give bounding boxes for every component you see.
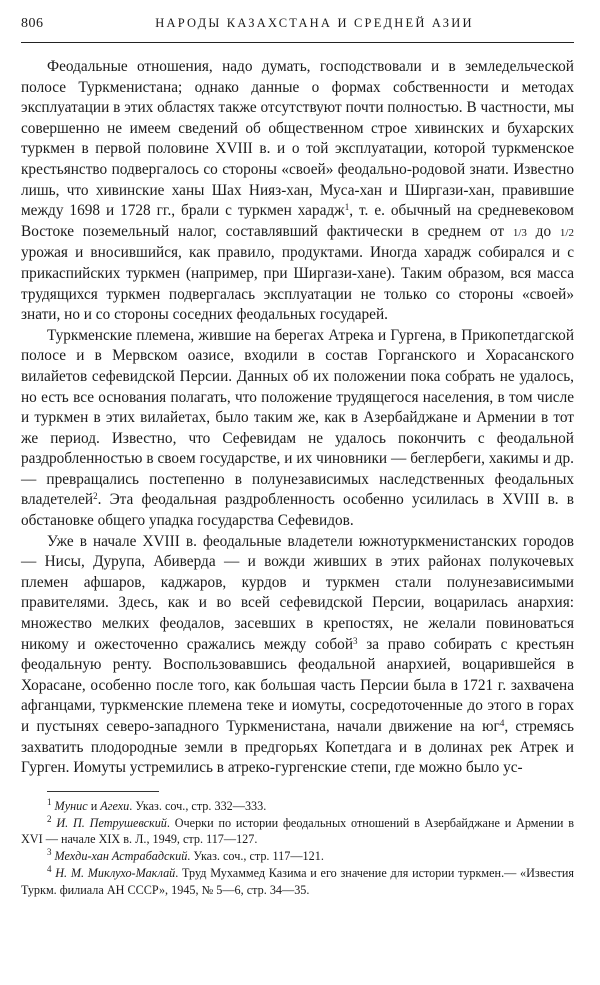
- footnote-ref-4: 4: [499, 718, 505, 728]
- paragraph-2: Туркменские племена, жившие на берегах Атрека и Гургена, в Прикопетдагской полосе и в Мервском оазисе, входили в состав Горганского и Хорасанского вилайетов сефевидской Персии. Данных об их положении пока собрать не удалось, но есть все основания полагать, что положение трудящегося населения, в том числе и туркмен в этих вилайетах, было таким же, как в Азербайджане и Армении в тот же период. Известно, что Сефевидам не удалось покончить с феодальной раздробленностью в своем государстве, и их чиновники — беглербеги, хакимы и др.— превращались постепенно в полунезависимых наследственных феодальных владетелей$^2$. Эта феодальная раздробленность особенно усилилась в XVIII в. в обстановке общего упадка государства Сефевидов.: [21, 326, 574, 530]
- fraction-one-half: 1/2: [559, 226, 574, 239]
- running-header: [21, 16, 574, 40]
- footnote-2: $^2$ И. П. Петрушевский. Очерки по истории феодальных отношений в Азербайджане и Армении в XVI — начале XIX в. Л., 1949, стр. 117—127.: [21, 813, 574, 847]
- footnote-ref-1: 1: [344, 202, 350, 213]
- fraction-one-third: 1/3: [512, 226, 527, 239]
- running-title: НАРОДЫ КАЗАХСТАНА И СРЕДНЕЙ АЗИИ: [155, 16, 474, 30]
- paragraph-1: Феодальные отношения, надо думать, господствовали и в земледельческой полосе Туркменистана; однако данные о формах собственности и методах эксплуатации в этих областях также отсутствуют почти полностью. В частности, мы совершенно не имеем сведений об общественном строе хивинских и бухарских туркмен в первой половине XVIII в. и о той эксплуатации, которой туркменское крестьянство подвергалось со стороны «своей» феодально-родовой знати. Известно лишь, что хивинские ханы Шах Нияз-хан, Муса-хан и Ширгази-хан, правившие между 1698 и 1728 гг., брали с туркмен харадж$^1$, т. е. обычный на средневековом Востоке поземельный налог, составлявший фактически в среднем от 1/3 до 1/2 урожая и вносившийся, как правило, продуктами. Иногда харадж собирался и с прикаспийских туркмен (например, при Ширгази-хане). Таким образом, вся масса трудящихся туркмен подвергалась эксплуатации не только со стороны «своей» знати, но и со стороны соседних феодальных государей.: [21, 58, 574, 324]
- page-number: 806: [21, 16, 44, 31]
- main-text: [21, 57, 574, 779]
- footnotes: [21, 798, 574, 899]
- footnote-rule: [47, 791, 159, 792]
- footnote-3: $^3$ Мехди-хан Астрабадский. Указ. соч., стр. 117—121.: [47, 847, 324, 864]
- footnote-4: $^4$ Н. М. Миклухо-Маклай. Труд Мухаммед Казима и его значение для истории туркмен.— «Известия Туркм. филиала АН СССР», 1945, № 5—6, стр. 34—35.: [21, 863, 575, 897]
- footnote-ref-2: 2: [93, 491, 98, 502]
- paragraph-3: Уже в начале XVIII в. феодальные владетели южнотуркменистанских городов — Нисы, Дурупа, Абиверда — и вожди живших в этих районах полукочевых племен афшаров, каджаров, курдов и туркмен стали полунезависимыми правителями. Здесь, как и во всей сефевидской Персии, воцарилась анархия: множество мелких феодалов, засевших в крепостях, не желали повиноваться никому и ожесточенно сражались между собой$^3$ за право собирать с крестьян феодальную ренту. Воспользовавшись феодальной анархией, воцарившейся в Хорасане, особенно после того, как большая часть Персии была в 1721 г. захвачена афганцами, туркменские племена теке и иомуты, сосредоточенные до этого в горах и пустынях северо-западного Туркменистана, начали движение на $юг^4$, стремясь захватить плодородные земли в предгорьях Копетдага и в долинах рек Атрек и Гурген. Иомуты устремились в атреко-гургенские степи, где можно было ус-: [21, 532, 575, 777]
- footnote-ref-3: 3: [353, 635, 358, 646]
- header-rule: [21, 42, 574, 43]
- footnote-1: $^1$ Мунис и Агехи. Указ. соч., стр. 332—333.: [47, 796, 267, 813]
